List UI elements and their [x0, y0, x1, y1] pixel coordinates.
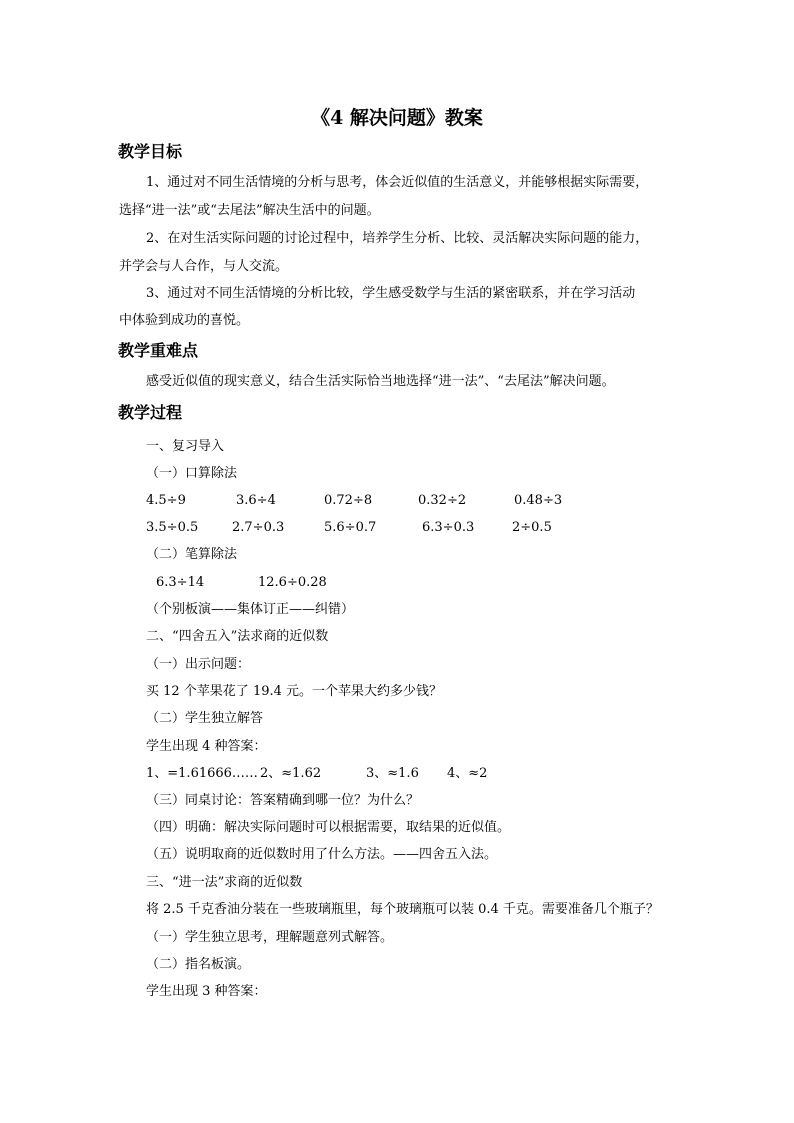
- goal-3-line-1: 3、通过对不同生活情境的分析比较，学生感受数学与生活的紧密联系，并在学习活动: [146, 286, 636, 301]
- section-round-up: 三、“进一法”求商的近似数: [146, 875, 303, 890]
- goal-1-line-1: 1、通过对不同生活情境的分析与思考，体会近似值的生活意义，并能够根据实际需要，: [146, 175, 649, 190]
- subsection-clarify: （四）明确：解决实际问题时可以根据需要，取结果的近似值。: [146, 820, 511, 835]
- key-points-text: 感受近似值的现实意义，结合生活实际恰当地选择“进一法”、“去尾法”解决问题。: [146, 374, 615, 389]
- answer-item: 2、≈1.62: [260, 766, 322, 781]
- answers-intro: 学生出现 4 种答案：: [146, 739, 267, 754]
- section-rounding: 二、“四舍五入”法求商的近似数: [146, 629, 329, 644]
- subsection-think: （一）学生独立思考，理解题意列式解答。: [146, 930, 394, 945]
- subsection-discuss: （三）同桌讨论：答案精确到哪一位？为什么？: [146, 793, 420, 808]
- goal-2-line-1: 2、在对生活实际问题的讨论过程中，培养学生分析、比较、灵活解决实际问题的能力，: [146, 231, 649, 246]
- oral-item: 0.32÷2: [418, 493, 467, 508]
- answer-item: 3、≈1.6: [366, 766, 419, 781]
- oral-item: 0.72÷8: [324, 493, 373, 508]
- oral-item: 2.7÷0.3: [232, 520, 285, 535]
- page-title: 《4 解决问题》教案: [311, 107, 483, 129]
- subsection-written: （二）笔算除法: [146, 547, 238, 562]
- review-note: （个别板演——集体订正——纠错）: [146, 602, 355, 617]
- subsection-problem: （一）出示问题：: [146, 657, 251, 672]
- oral-item: 6.3÷0.3: [422, 520, 475, 535]
- heading-goals: 教学目标: [118, 142, 183, 161]
- goal-3-line-2: 中体验到成功的喜悦。: [119, 313, 250, 328]
- problem-apples: 买 12 个苹果花了 19.4 元。一个苹果大约多少钱？: [146, 684, 443, 699]
- answer-item: 1、=1.61666……: [146, 766, 258, 781]
- oral-item: 3.6÷4: [236, 493, 276, 508]
- heading-process: 教学过程: [118, 403, 183, 422]
- oral-item: 3.5÷0.5: [146, 520, 199, 535]
- subsection-method: （五）说明取商的近似数时用了什么方法。——四舍五入法。: [146, 847, 498, 862]
- oral-item: 2÷0.5: [512, 520, 552, 535]
- oral-item: 5.6÷0.7: [324, 520, 377, 535]
- problem-oil: 将 2.5 千克香油分装在一些玻璃瓶里，每个玻璃瓶可以装 0.4 千克。需要准备几个瓶子？: [146, 902, 659, 917]
- goal-1-line-2: 选择“进一法”或“去尾法”解决生活中的问题。: [119, 203, 380, 218]
- subsection-solve: （二）学生独立解答: [146, 711, 264, 726]
- goal-2-line-2: 并学会与人合作，与人交流。: [119, 259, 289, 274]
- answer-item: 4、≈2: [447, 766, 488, 781]
- written-item: 6.3÷14: [156, 575, 205, 590]
- section-review: 一、复习导入: [146, 439, 225, 454]
- answers-intro-2: 学生出现 3 种答案：: [146, 984, 267, 999]
- heading-key-points: 教学重难点: [118, 341, 199, 360]
- oral-item: 0.48÷3: [514, 493, 563, 508]
- subsection-board: （二）指名板演。: [146, 957, 251, 972]
- subsection-oral: （一）口算除法: [146, 466, 238, 481]
- written-item: 12.6÷0.28: [258, 575, 327, 590]
- oral-item: 4.5÷9: [146, 493, 186, 508]
